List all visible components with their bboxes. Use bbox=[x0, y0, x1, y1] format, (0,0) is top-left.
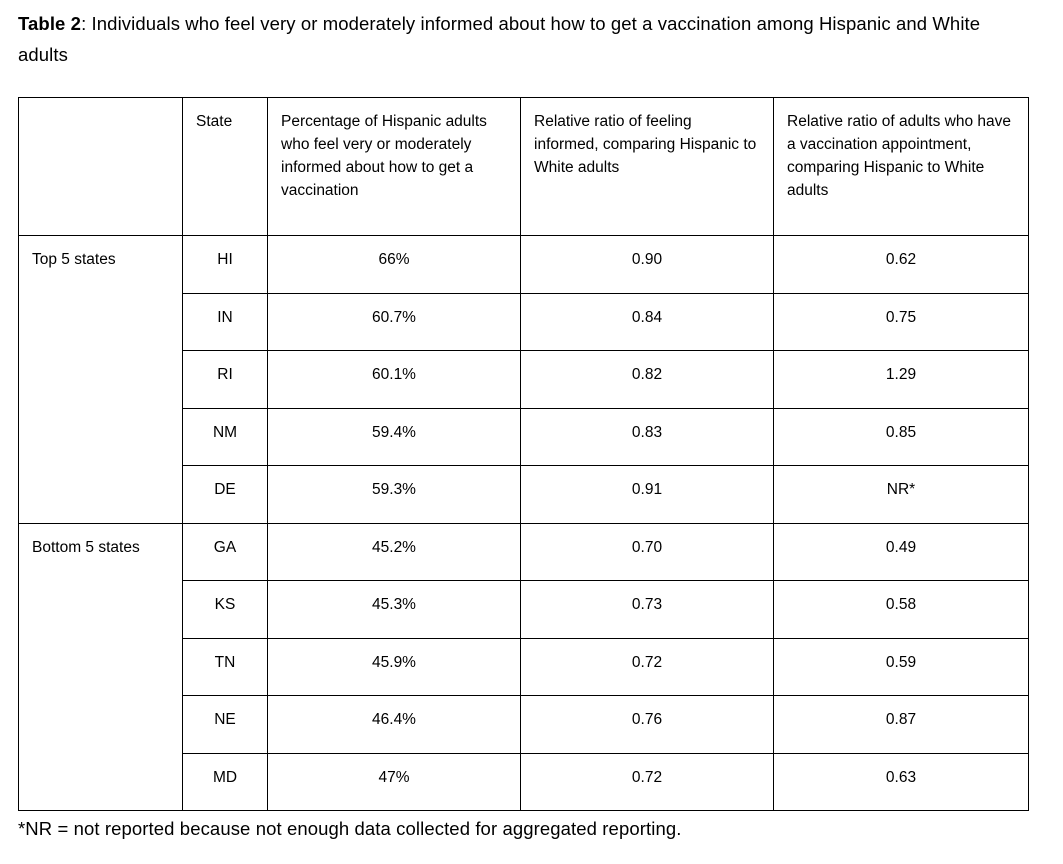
corner-cell bbox=[19, 98, 183, 236]
ratio-informed-cell: 0.72 bbox=[521, 638, 774, 696]
pct-informed-cell: 45.3% bbox=[268, 581, 521, 639]
state-cell: TN bbox=[183, 638, 268, 696]
table-caption-text: : Individuals who feel very or moderately informed about how to get a vaccination among Hispanic and White adults bbox=[18, 13, 981, 65]
ratio-informed-cell: 0.90 bbox=[521, 236, 774, 294]
ratio-appointment-cell: 0.85 bbox=[774, 408, 1029, 466]
pct-informed-cell: 46.4% bbox=[268, 696, 521, 754]
header-ratio-appointment: Relative ratio of adults who have a vaccination appointment, comparing Hispanic to White adults bbox=[774, 98, 1029, 236]
state-cell: GA bbox=[183, 523, 268, 581]
ratio-informed-cell: 0.84 bbox=[521, 293, 774, 351]
footnote: *NR = not reported because not enough data collected for aggregated reporting. bbox=[18, 818, 682, 839]
state-cell: IN bbox=[183, 293, 268, 351]
ratio-appointment-cell: 0.58 bbox=[774, 581, 1029, 639]
state-cell: MD bbox=[183, 753, 268, 811]
pct-informed-cell: 60.1% bbox=[268, 351, 521, 409]
data-table bbox=[18, 97, 1029, 811]
ratio-appointment-cell: 1.29 bbox=[774, 351, 1029, 409]
ratio-informed-cell: 0.76 bbox=[521, 696, 774, 754]
ratio-informed-cell: 0.70 bbox=[521, 523, 774, 581]
ratio-informed-cell: 0.72 bbox=[521, 753, 774, 811]
group-label-cell: Top 5 states bbox=[19, 236, 183, 524]
header-ratio-informed: Relative ratio of feeling informed, comparing Hispanic to White adults bbox=[521, 98, 774, 236]
table-caption-label: Table 2 bbox=[18, 13, 82, 34]
state-cell: RI bbox=[183, 351, 268, 409]
pct-informed-cell: 45.2% bbox=[268, 523, 521, 581]
header-row bbox=[19, 98, 1029, 236]
group-label-cell: Bottom 5 states bbox=[19, 523, 183, 811]
ratio-appointment-cell: 0.87 bbox=[774, 696, 1029, 754]
ratio-appointment-cell: 0.62 bbox=[774, 236, 1029, 294]
table-row bbox=[19, 236, 1029, 294]
ratio-appointment-cell: 0.59 bbox=[774, 638, 1029, 696]
pct-informed-cell: 45.9% bbox=[268, 638, 521, 696]
table-row bbox=[19, 523, 1029, 581]
header-state: State bbox=[183, 98, 268, 236]
pct-informed-cell: 59.4% bbox=[268, 408, 521, 466]
ratio-appointment-cell: NR* bbox=[774, 466, 1029, 524]
ratio-informed-cell: 0.83 bbox=[521, 408, 774, 466]
ratio-informed-cell: 0.73 bbox=[521, 581, 774, 639]
ratio-appointment-cell: 0.75 bbox=[774, 293, 1029, 351]
pct-informed-cell: 60.7% bbox=[268, 293, 521, 351]
state-cell: HI bbox=[183, 236, 268, 294]
pct-informed-cell: 47% bbox=[268, 753, 521, 811]
ratio-informed-cell: 0.82 bbox=[521, 351, 774, 409]
state-cell: KS bbox=[183, 581, 268, 639]
ratio-informed-cell: 0.91 bbox=[521, 466, 774, 524]
ratio-appointment-cell: 0.49 bbox=[774, 523, 1029, 581]
pct-informed-cell: 59.3% bbox=[268, 466, 521, 524]
header-pct-informed: Percentage of Hispanic adults who feel very or moderately informed about how to get a vaccination bbox=[268, 98, 521, 236]
table-caption bbox=[18, 8, 983, 70]
state-cell: DE bbox=[183, 466, 268, 524]
state-cell: NE bbox=[183, 696, 268, 754]
state-cell: NM bbox=[183, 408, 268, 466]
ratio-appointment-cell: 0.63 bbox=[774, 753, 1029, 811]
pct-informed-cell: 66% bbox=[268, 236, 521, 294]
